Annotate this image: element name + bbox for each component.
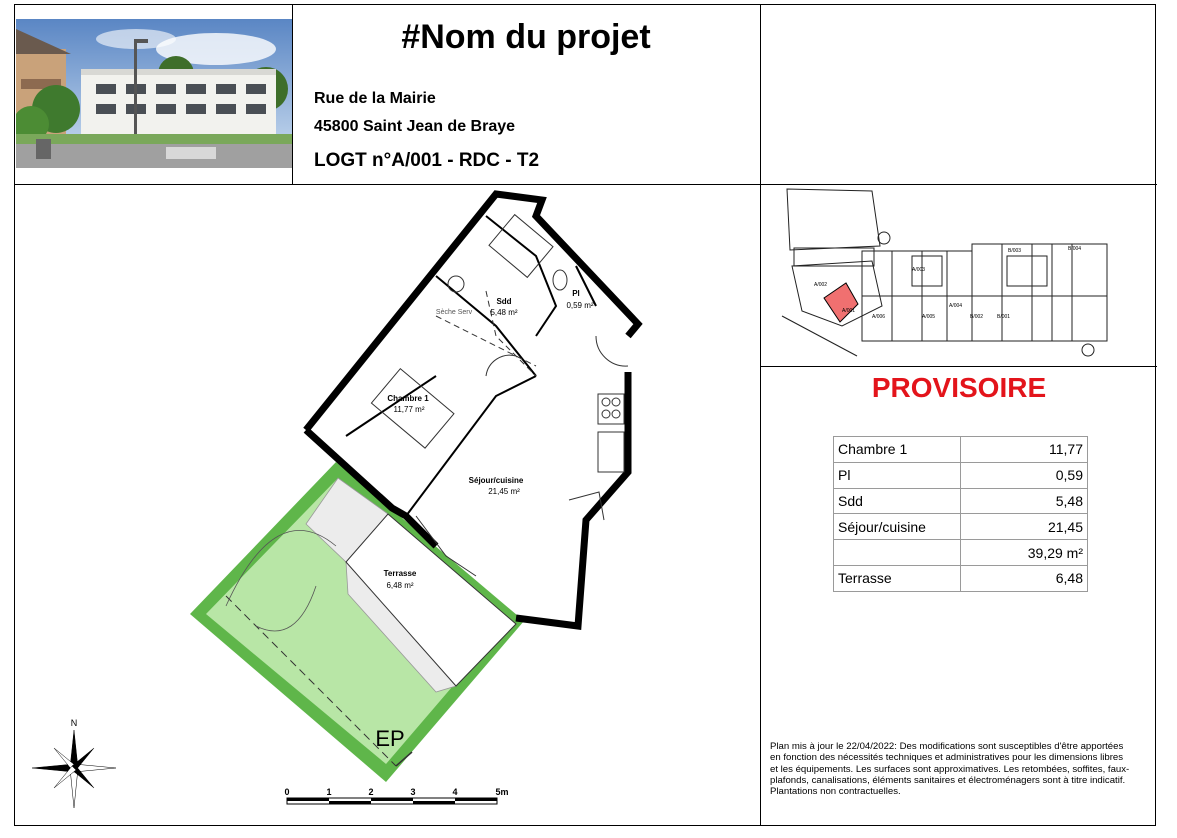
scale-bar	[270, 784, 520, 814]
room-name: Chambre 1	[387, 394, 429, 403]
surfaces-table	[833, 436, 1088, 592]
floor-plan	[16, 186, 760, 824]
north-compass	[24, 716, 120, 812]
svg-text:A/005: A/005	[922, 314, 936, 320]
svg-text:B/003: B/003	[1008, 248, 1022, 254]
svg-text:A/006: A/006	[872, 314, 886, 320]
surface-label: Terrasse	[834, 565, 961, 591]
surface-total: 39,29 m²	[961, 540, 1088, 566]
surface-value: 5,48	[961, 488, 1088, 514]
surface-value: 0,59	[961, 462, 1088, 488]
svg-text:B/002: B/002	[970, 314, 984, 320]
room-name: Sdd	[496, 297, 512, 306]
surface-value: 11,77	[961, 437, 1088, 463]
room-name: Séjour/cuisine	[468, 476, 524, 485]
room-area: 11,77 m²	[393, 405, 425, 414]
surface-value: 21,45	[961, 514, 1088, 540]
room-name: Pl	[572, 289, 580, 298]
seche-serviette-label: Sèche Serv	[435, 309, 473, 316]
header-divider	[14, 184, 1157, 185]
key-plan	[762, 186, 1156, 366]
surface-label: Pl	[834, 462, 961, 488]
svg-text:A/002: A/002	[814, 282, 828, 288]
ep-label: EP	[375, 726, 405, 751]
room-area: 6,48 m²	[386, 581, 414, 590]
room-area: 5,48 m²	[490, 308, 518, 317]
room-area: 0,59 m²	[566, 301, 594, 310]
address-street: Rue de la Mairie	[314, 90, 436, 107]
room-area: 21,45 m²	[488, 487, 520, 496]
table-row	[834, 488, 1088, 514]
disclaimer-note: Plan mis à jour le 22/04/2022: Des modifications sont susceptibles d'être apportées en fonction des nécessités techniques et administratives pour les dimensions libres et les équipements. Les surfaces sont approximatives. Les retombées, soffites, faux-plafonds, canalisations, éléments sanitaires et électroménagers sont à titre indicatif. Plantations non contractuelles.	[770, 741, 1130, 798]
svg-text:B/004: B/004	[1068, 246, 1082, 252]
scale-label: 3	[410, 787, 416, 797]
project-title: #Nom du projet	[401, 18, 651, 56]
keyplan-divider	[760, 366, 1157, 367]
svg-text:A/004: A/004	[949, 303, 963, 309]
room-name: Terrasse	[383, 569, 417, 578]
north-label: N	[70, 718, 78, 728]
svg-text:B/001: B/001	[997, 314, 1011, 320]
surface-label: Séjour/cuisine	[834, 514, 961, 540]
scale-label: 1	[326, 787, 332, 797]
scale-label: 2	[368, 787, 374, 797]
svg-text:A/003: A/003	[912, 267, 926, 273]
lot-label: LOGT n°A/001 - RDC - T2	[314, 150, 540, 171]
surface-label: Chambre 1	[834, 437, 961, 463]
svg-text:A/001: A/001	[842, 308, 856, 314]
table-row	[834, 540, 1088, 566]
table-row	[834, 462, 1088, 488]
right-column-divider	[760, 4, 761, 826]
table-row	[834, 437, 1088, 463]
provisional-stamp: PROVISOIRE	[871, 372, 1047, 403]
scale-label: 0	[284, 787, 290, 797]
scale-label: 4	[452, 787, 458, 797]
scale-label: 5m	[495, 787, 509, 797]
table-row	[834, 514, 1088, 540]
surface-value: 6,48	[961, 565, 1088, 591]
address-city: 45800 Saint Jean de Braye	[314, 118, 516, 135]
surface-label	[834, 540, 961, 566]
surface-label: Sdd	[834, 488, 961, 514]
table-row	[834, 565, 1088, 591]
building-photo	[16, 19, 292, 168]
